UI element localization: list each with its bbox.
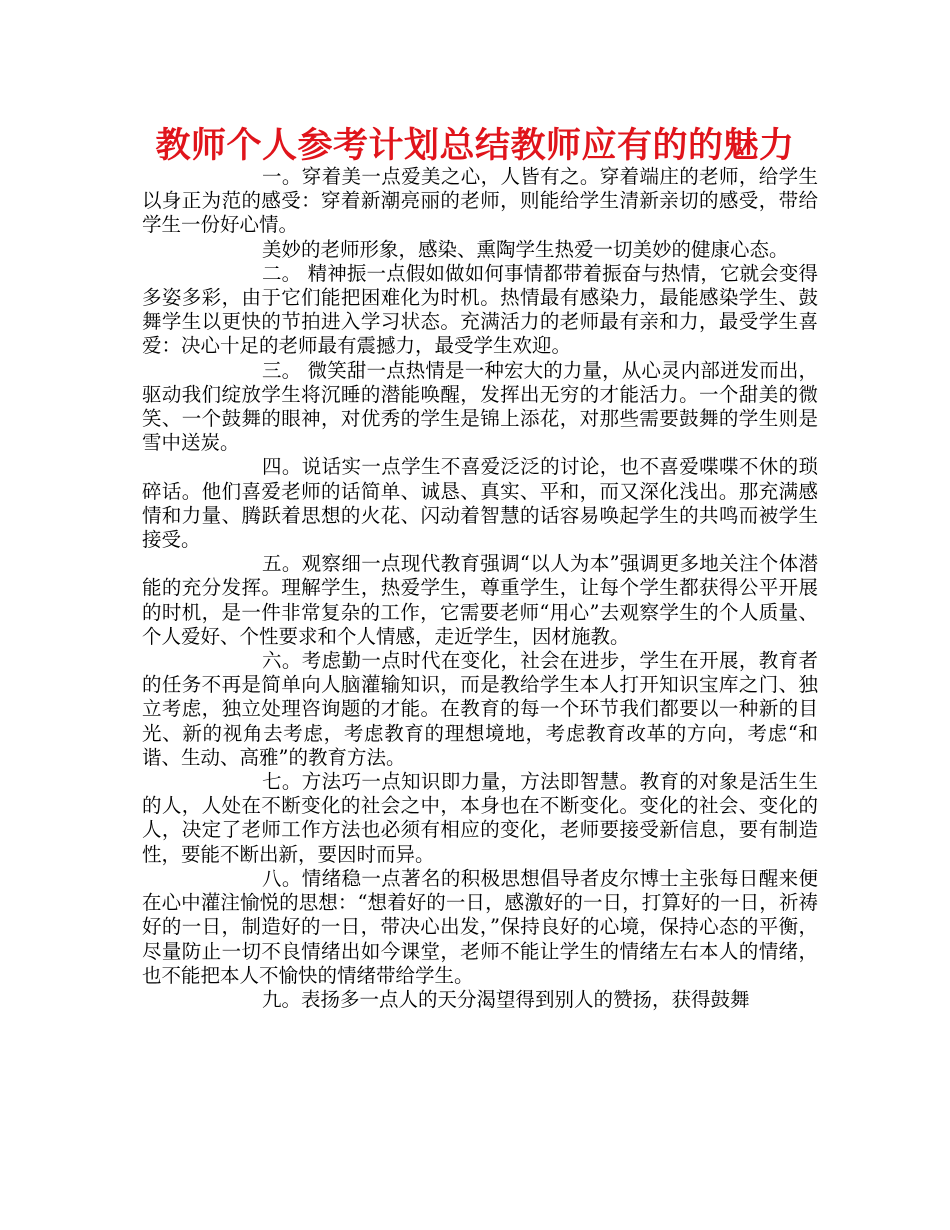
paragraph-9: 八。情绪稳一点著名的积极思想倡导者皮尔博士主张每日醒来便在心中灌注愉悦的思想：“想着好的一日，感激好的一日，打算好的一日，祈祷好的一日，制造好的一日，带决心出发，”保持良好的心境，保持心态的平衡，尽量防止一切不良情绪出如今课堂，老师不能让学生的情绪左右本人的情绪，也不能把本人不愉快的情绪带给学生。 <box>142 866 818 987</box>
paragraph-7: 六。考虑勤一点时代在变化，社会在进步，学生在开展，教育者的任务不再是简单向人脑灌输知识，而是教给学生本人打开知识宝库之门、独立考虑，独立处理咨询题的才能。在教育的每一个环节我们都要以一种新的目光、新的视角去考虑，考虑教育的理想境地，考虑教育改革的方向，考虑“和谐、生动、高雅”的教育方法。 <box>142 649 818 769</box>
paragraph-5: 四。说话实一点学生不喜爱泛泛的讨论，也不喜爱喋喋不休的琐碎话。他们喜爱老师的话简单、诚恳、真实、平和，而又深化浅出。那充满感情和力量、腾跃着思想的火花、闪动着智慧的话容易唤起学生的共鸣而被学生接受。 <box>142 455 818 552</box>
paragraph-8: 七。方法巧一点知识即力量，方法即智慧。教育的对象是活生生的人，人处在不断变化的社会之中，本身也在不断变化。变化的社会、变化的人，决定了老师工作方法也必须有相应的变化，老师要接受新信息，要有制造性，要能不断出新，要因时而异。 <box>142 770 818 866</box>
paragraph-2: 美妙的老师形象，感染、熏陶学生热爱一切美妙的健康心态。 <box>262 237 789 261</box>
paragraph-3: 二。 精神振一点假如做如何事情都带着振奋与热情，它就会变得多姿多彩，由于它们能把困难化为时机。热情最有感染力，最能感染学生、鼓舞学生以更快的节拍进入学习状态。充满活力的老师最有亲和力，最受学生喜爱：决心十足的老师最有震撼力，最受学生欢迎。 <box>142 261 818 358</box>
paragraph-1: 一。穿着美一点爱美之心，人皆有之。穿着端庄的老师，给学生以身正为范的感受：穿着新潮亮丽的老师，则能给学生清新亲切的感受，带给学生一份好心情。 <box>142 165 818 237</box>
paragraph-10: 九。表扬多一点人的天分渴望得到别人的赞扬，获得鼓舞 <box>262 987 750 1011</box>
paragraph-6: 五。观察细一点现代教育强调“以人为本”强调更多地关注个体潜能的充分发挥。理解学生，热爱学生，尊重学生，让每个学生都获得公平开展的时机，是一件非常复杂的工作，它需要老师“用心”去观察学生的个人质量、个人爱好、个性要求和个人情感，走近学生，因材施教。 <box>142 552 818 648</box>
document-body <box>142 165 818 1012</box>
paragraph-4: 三。 微笑甜一点热情是一种宏大的力量，从心灵内部迸发而出，驱动我们绽放学生将沉睡的潜能唤醒，发挥出无穷的才能活力。一个甜美的微笑、一个鼓舞的眼神，对优秀的学生是锦上添花，对那些需要鼓舞的学生则是雪中送炭。 <box>142 358 818 455</box>
document-title: 教师个人参考计划总结教师应有的的魅力 <box>155 126 795 166</box>
